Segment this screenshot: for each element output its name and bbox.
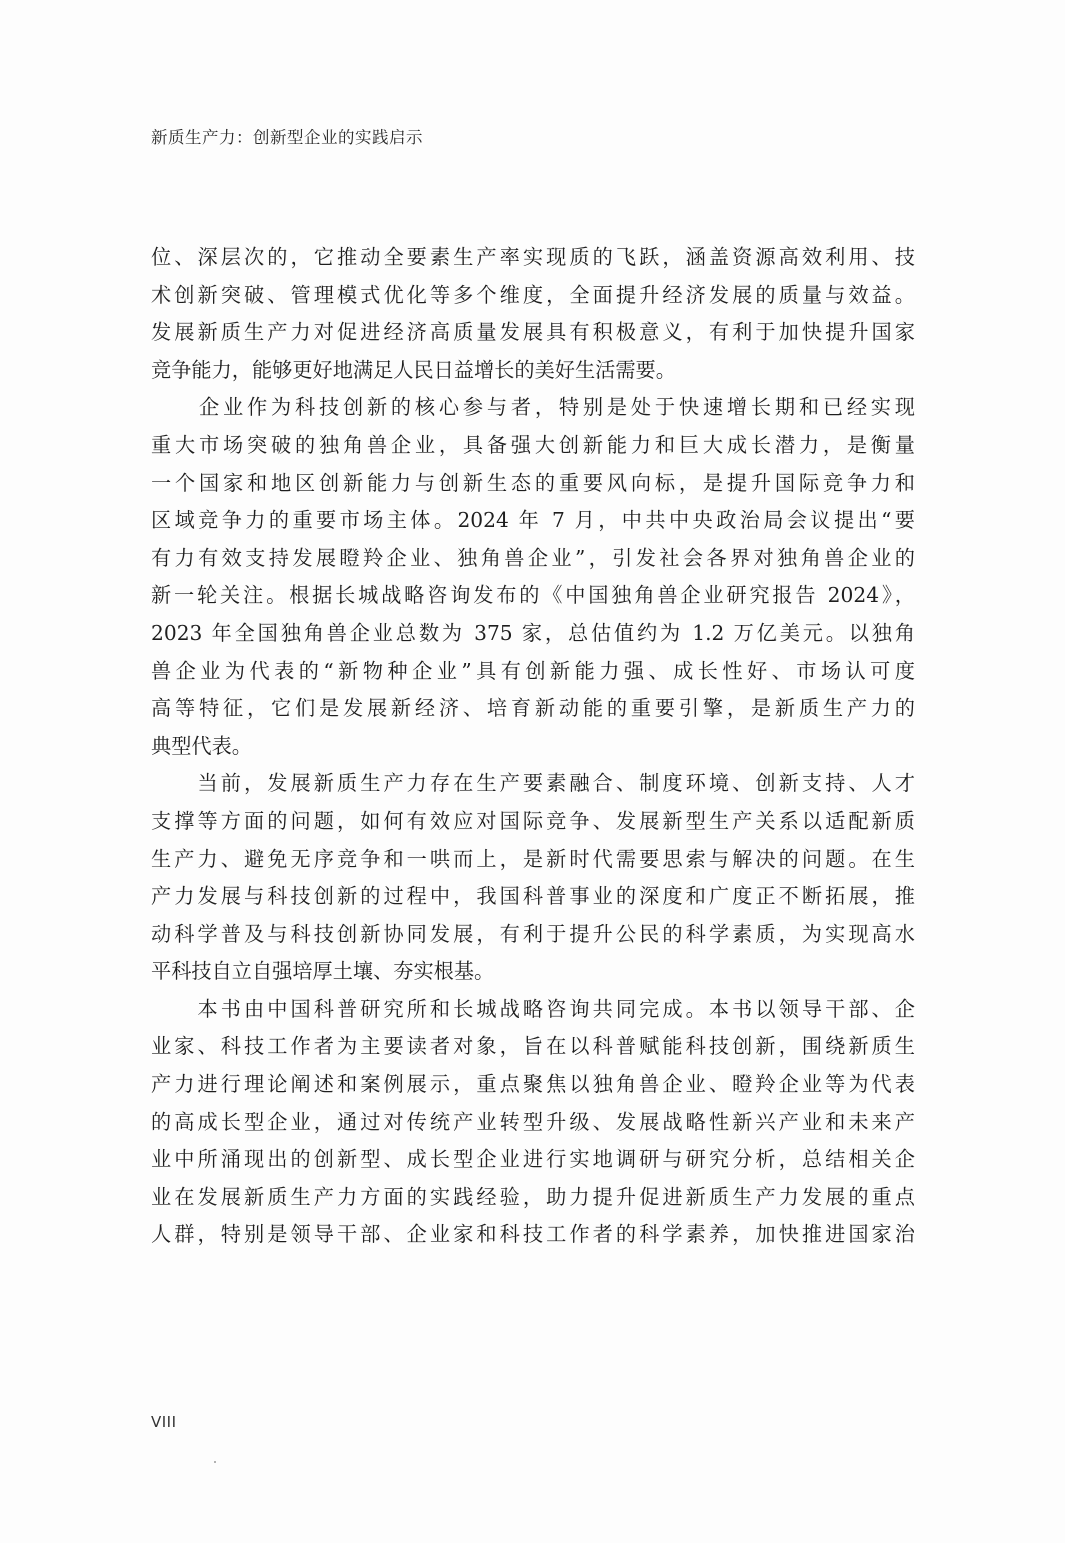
- body-text: [151, 239, 915, 1254]
- text-line: 有力有效支持发展瞪羚企业、独角兽企业”，引发社会各界对独角兽企业的: [151, 545, 915, 570]
- text-line: 的高成长型企业，通过对传统产业转型升级、发展战略性新兴产业和未来产: [151, 1109, 915, 1134]
- text-line: 术创新突破、管理模式优化等多个维度，全面提升经济发展的质量与效益。: [151, 282, 915, 307]
- text-line: 2023 年全国独角兽企业总数为 375 家，总估值约为 1.2 万亿美元。以独角: [151, 620, 915, 645]
- text-line: 业中所涌现出的创新型、成长型企业进行实地调研与研究分析，总结相关企: [151, 1147, 915, 1172]
- text-line: 位、深层次的，它推动全要素生产率实现质的飞跃，涵盖资源高效利用、技: [151, 245, 915, 269]
- text-line: 平科技自立自强培厚土壤、夯实根基。: [151, 959, 495, 984]
- text-line: 人群，特别是领导干部、企业家和科技工作者的科学素养，加快推进国家治: [151, 1222, 915, 1247]
- text-line: 本书由中国科普研究所和长城战略咨询共同完成。本书以领导干部、企: [151, 996, 915, 1021]
- text-line: 重大市场突破的独角兽企业，具备强大创新能力和巨大成长潜力，是衡量: [151, 432, 915, 457]
- text-line: 支撑等方面的问题，如何有效应对国际竞争、发展新型生产关系以适配新质: [151, 808, 915, 833]
- text-line: 动科学普及与科技创新协同发展，有利于提升公民的科学素质，为实现高水: [151, 921, 915, 946]
- text-line: 产力进行理论阐述和案例展示，重点聚焦以独角兽企业、瞪羚企业等为代表: [151, 1072, 915, 1097]
- text-line: 一个国家和地区创新能力与创新生态的重要风向标，是提升国际竞争力和: [151, 470, 915, 495]
- text-line: 区域竞争力的重要市场主体。2024 年 7 月，中共中央政治局会议提出“要: [151, 508, 915, 533]
- text-line: 兽企业为代表的“新物种企业”具有创新能力强、成长性好、市场认可度: [151, 658, 915, 683]
- text-line: 竞争能力，能够更好地满足人民日益增长的美好生活需要。: [151, 357, 676, 382]
- text-line: 业家、科技工作者为主要读者对象，旨在以科普赋能科技创新，围绕新质生: [151, 1034, 915, 1059]
- page-number: VIII: [151, 1413, 177, 1431]
- text-line: 高等特征，它们是发展新经济、培育新动能的重要引擎，是新质生产力的: [151, 696, 915, 721]
- text-line: 企业作为科技创新的核心参与者，特别是处于快速增长期和已经实现: [151, 395, 915, 420]
- running-head: 新质生产力：创新型企业的实践启示: [151, 128, 423, 147]
- text-line: 新一轮关注。根据长城战略咨询发布的《中国独角兽企业研究报告 2024》，: [151, 583, 915, 608]
- scan-speck: [214, 1461, 216, 1463]
- text-line: 典型代表。: [151, 733, 252, 758]
- text-line: 业在发展新质生产力方面的实践经验，助力提升促进新质生产力发展的重点: [151, 1184, 915, 1209]
- text-line: 发展新质生产力对促进经济高质量发展具有积极意义，有利于加快提升国家: [151, 320, 915, 345]
- text-line: 产力发展与科技创新的过程中，我国科普事业的深度和广度正不断拓展，推: [151, 884, 915, 909]
- text-line: 当前，发展新质生产力存在生产要素融合、制度环境、创新支持、人才: [151, 771, 915, 796]
- text-line: 生产力、避免无序竞争和一哄而上，是新时代需要思索与解决的问题。在生: [151, 846, 915, 871]
